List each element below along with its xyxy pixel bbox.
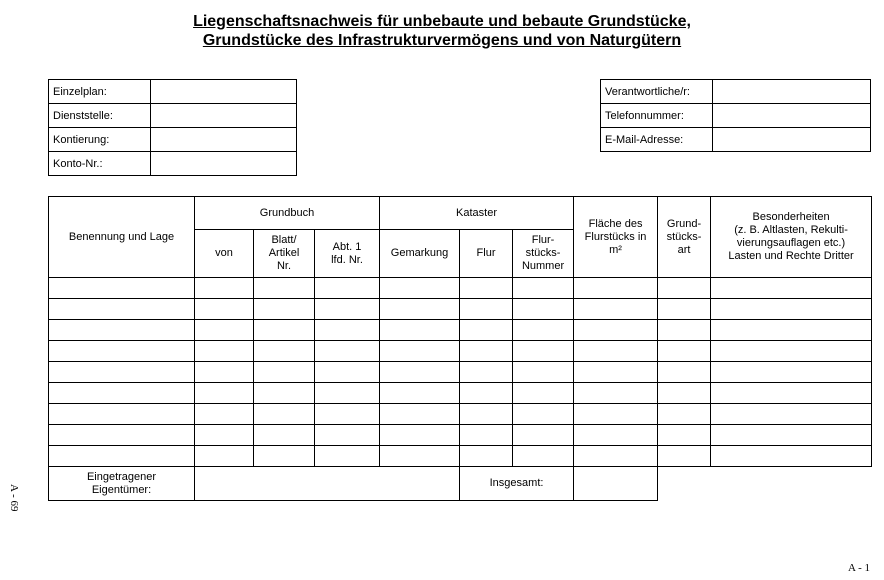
table-cell[interactable]: [460, 446, 513, 467]
field-konto-nr[interactable]: [151, 152, 297, 176]
footer-empty: [658, 467, 872, 501]
table-cell[interactable]: [380, 299, 460, 320]
table-cell[interactable]: [380, 341, 460, 362]
table-cell[interactable]: [380, 362, 460, 383]
table-cell[interactable]: [315, 320, 380, 341]
table-cell[interactable]: [574, 320, 658, 341]
info-table-left: [48, 79, 297, 176]
table-row: [49, 278, 872, 299]
table-cell[interactable]: [460, 383, 513, 404]
table-cell[interactable]: [513, 425, 574, 446]
table-cell[interactable]: [254, 404, 315, 425]
table-cell[interactable]: [195, 383, 254, 404]
field-email-adresse[interactable]: [713, 128, 871, 152]
table-cell[interactable]: [49, 320, 195, 341]
table-cell[interactable]: [658, 299, 711, 320]
label-verantwortliche: Verantwortliche/r:: [601, 80, 713, 104]
table-cell[interactable]: [513, 383, 574, 404]
table-row: [49, 299, 872, 320]
document-title: [0, 12, 884, 50]
table-cell[interactable]: [513, 299, 574, 320]
table-row: [49, 383, 872, 404]
table-cell[interactable]: [49, 404, 195, 425]
table-cell[interactable]: [254, 425, 315, 446]
table-cell[interactable]: [380, 320, 460, 341]
field-kontierung[interactable]: [151, 128, 297, 152]
table-row: [49, 341, 872, 362]
property-table: [48, 196, 872, 501]
table-cell[interactable]: [254, 320, 315, 341]
header-grundbuch: Grundbuch: [195, 197, 380, 230]
table-cell[interactable]: [254, 278, 315, 299]
label-telefonnummer: Telefonnummer:: [601, 104, 713, 128]
footer-insgesamt-field[interactable]: [574, 467, 658, 501]
header-grundstuecksart: Grund- stücks- art: [658, 197, 711, 278]
subheader-blatt: Blatt/ Artikel Nr.: [254, 230, 315, 278]
table-cell[interactable]: [658, 341, 711, 362]
table-cell[interactable]: [380, 383, 460, 404]
header-besonderheiten: Besonderheiten (z. B. Altlasten, Rekulti- vierungsauflagen etc.) Lasten und Rechte Dritter: [711, 197, 872, 278]
label-kontierung: Kontierung:: [49, 128, 151, 152]
table-cell[interactable]: [513, 362, 574, 383]
table-cell[interactable]: [315, 446, 380, 467]
table-row: [49, 425, 872, 446]
table-cell[interactable]: [195, 341, 254, 362]
label-dienststelle: Dienststelle:: [49, 104, 151, 128]
table-cell[interactable]: [49, 362, 195, 383]
table-cell[interactable]: [658, 425, 711, 446]
label-einzelplan: Einzelplan:: [49, 80, 151, 104]
table-cell[interactable]: [315, 425, 380, 446]
table-cell[interactable]: [315, 383, 380, 404]
table-row: [49, 362, 872, 383]
table-cell[interactable]: [460, 299, 513, 320]
table-cell[interactable]: [49, 383, 195, 404]
table-cell[interactable]: [658, 404, 711, 425]
table-cell[interactable]: [380, 425, 460, 446]
table-cell[interactable]: [460, 362, 513, 383]
table-cell[interactable]: [380, 278, 460, 299]
table-cell[interactable]: [254, 341, 315, 362]
table-cell[interactable]: [711, 341, 872, 362]
table-cell[interactable]: [574, 383, 658, 404]
page-number: A - 1: [848, 562, 870, 574]
table-cell[interactable]: [195, 404, 254, 425]
table-cell[interactable]: [49, 278, 195, 299]
table-cell[interactable]: [574, 341, 658, 362]
table-cell[interactable]: [513, 404, 574, 425]
subheader-abt: Abt. 1 lfd. Nr.: [315, 230, 380, 278]
header-kataster: Kataster: [380, 197, 574, 230]
table-cell[interactable]: [574, 299, 658, 320]
table-cell[interactable]: [574, 425, 658, 446]
table-cell[interactable]: [315, 341, 380, 362]
table-cell[interactable]: [254, 383, 315, 404]
subheader-von: von: [195, 230, 254, 278]
footer-eigentuemer-label: Eingetragener Eigentümer:: [49, 467, 195, 501]
table-cell[interactable]: [49, 446, 195, 467]
table-cell[interactable]: [513, 446, 574, 467]
table-cell[interactable]: [711, 278, 872, 299]
field-dienststelle[interactable]: [151, 104, 297, 128]
table-cell[interactable]: [574, 446, 658, 467]
table-cell[interactable]: [460, 341, 513, 362]
field-telefonnummer[interactable]: [713, 104, 871, 128]
table-cell[interactable]: [711, 425, 872, 446]
subheader-flurstueck: Flur- stücks- Nummer: [513, 230, 574, 278]
field-einzelplan[interactable]: [151, 80, 297, 104]
table-cell[interactable]: [658, 446, 711, 467]
field-verantwortliche[interactable]: [713, 80, 871, 104]
table-row: [49, 446, 872, 467]
table-cell[interactable]: [254, 299, 315, 320]
table-cell[interactable]: [460, 404, 513, 425]
table-cell[interactable]: [195, 446, 254, 467]
table-cell[interactable]: [195, 425, 254, 446]
side-page-mark: A - 69: [8, 484, 20, 512]
table-cell[interactable]: [315, 404, 380, 425]
label-konto-nr: Konto-Nr.:: [49, 152, 151, 176]
footer-eigentuemer-field[interactable]: [195, 467, 460, 501]
table-cell[interactable]: [460, 278, 513, 299]
table-cell[interactable]: [380, 446, 460, 467]
table-cell[interactable]: [49, 425, 195, 446]
subheader-gemarkung: Gemarkung: [380, 230, 460, 278]
table-cell[interactable]: [711, 320, 872, 341]
table-cell[interactable]: [460, 425, 513, 446]
header-flaeche: Fläche des Flurstücks in m²: [574, 197, 658, 278]
table-cell[interactable]: [513, 341, 574, 362]
table-cell[interactable]: [658, 383, 711, 404]
table-cell[interactable]: [513, 320, 574, 341]
table-cell[interactable]: [49, 299, 195, 320]
table-cell[interactable]: [254, 446, 315, 467]
table-cell[interactable]: [380, 404, 460, 425]
table-cell[interactable]: [574, 362, 658, 383]
table-cell[interactable]: [195, 278, 254, 299]
table-cell[interactable]: [460, 320, 513, 341]
title-line-1: Liegenschaftsnachweis für unbebaute und bebaute Grundstücke,: [193, 13, 691, 30]
table-cell[interactable]: [513, 278, 574, 299]
table-cell[interactable]: [658, 362, 711, 383]
table-cell[interactable]: [315, 362, 380, 383]
table-cell[interactable]: [711, 362, 872, 383]
table-cell[interactable]: [315, 278, 380, 299]
header-benennung: Benennung und Lage: [49, 197, 195, 278]
table-cell[interactable]: [711, 383, 872, 404]
table-cell[interactable]: [254, 362, 315, 383]
table-cell[interactable]: [195, 362, 254, 383]
footer-insgesamt-label: Insgesamt:: [460, 467, 574, 501]
label-email-adresse: E-Mail-Adresse:: [601, 128, 713, 152]
table-row: [49, 404, 872, 425]
table-cell[interactable]: [658, 320, 711, 341]
table-cell[interactable]: [658, 278, 711, 299]
table-cell[interactable]: [574, 278, 658, 299]
table-cell[interactable]: [711, 404, 872, 425]
table-cell[interactable]: [315, 299, 380, 320]
title-line-2: Grundstücke des Infrastrukturvermögens und von Naturgütern: [202, 32, 682, 49]
table-cell[interactable]: [49, 341, 195, 362]
subheader-flur: Flur: [460, 230, 513, 278]
table-cell[interactable]: [711, 446, 872, 467]
table-cell[interactable]: [195, 320, 254, 341]
table-cell[interactable]: [711, 299, 872, 320]
data-rows: [49, 278, 872, 467]
info-table-right: [600, 79, 871, 152]
table-cell[interactable]: [574, 404, 658, 425]
table-row: [49, 320, 872, 341]
table-cell[interactable]: [195, 299, 254, 320]
